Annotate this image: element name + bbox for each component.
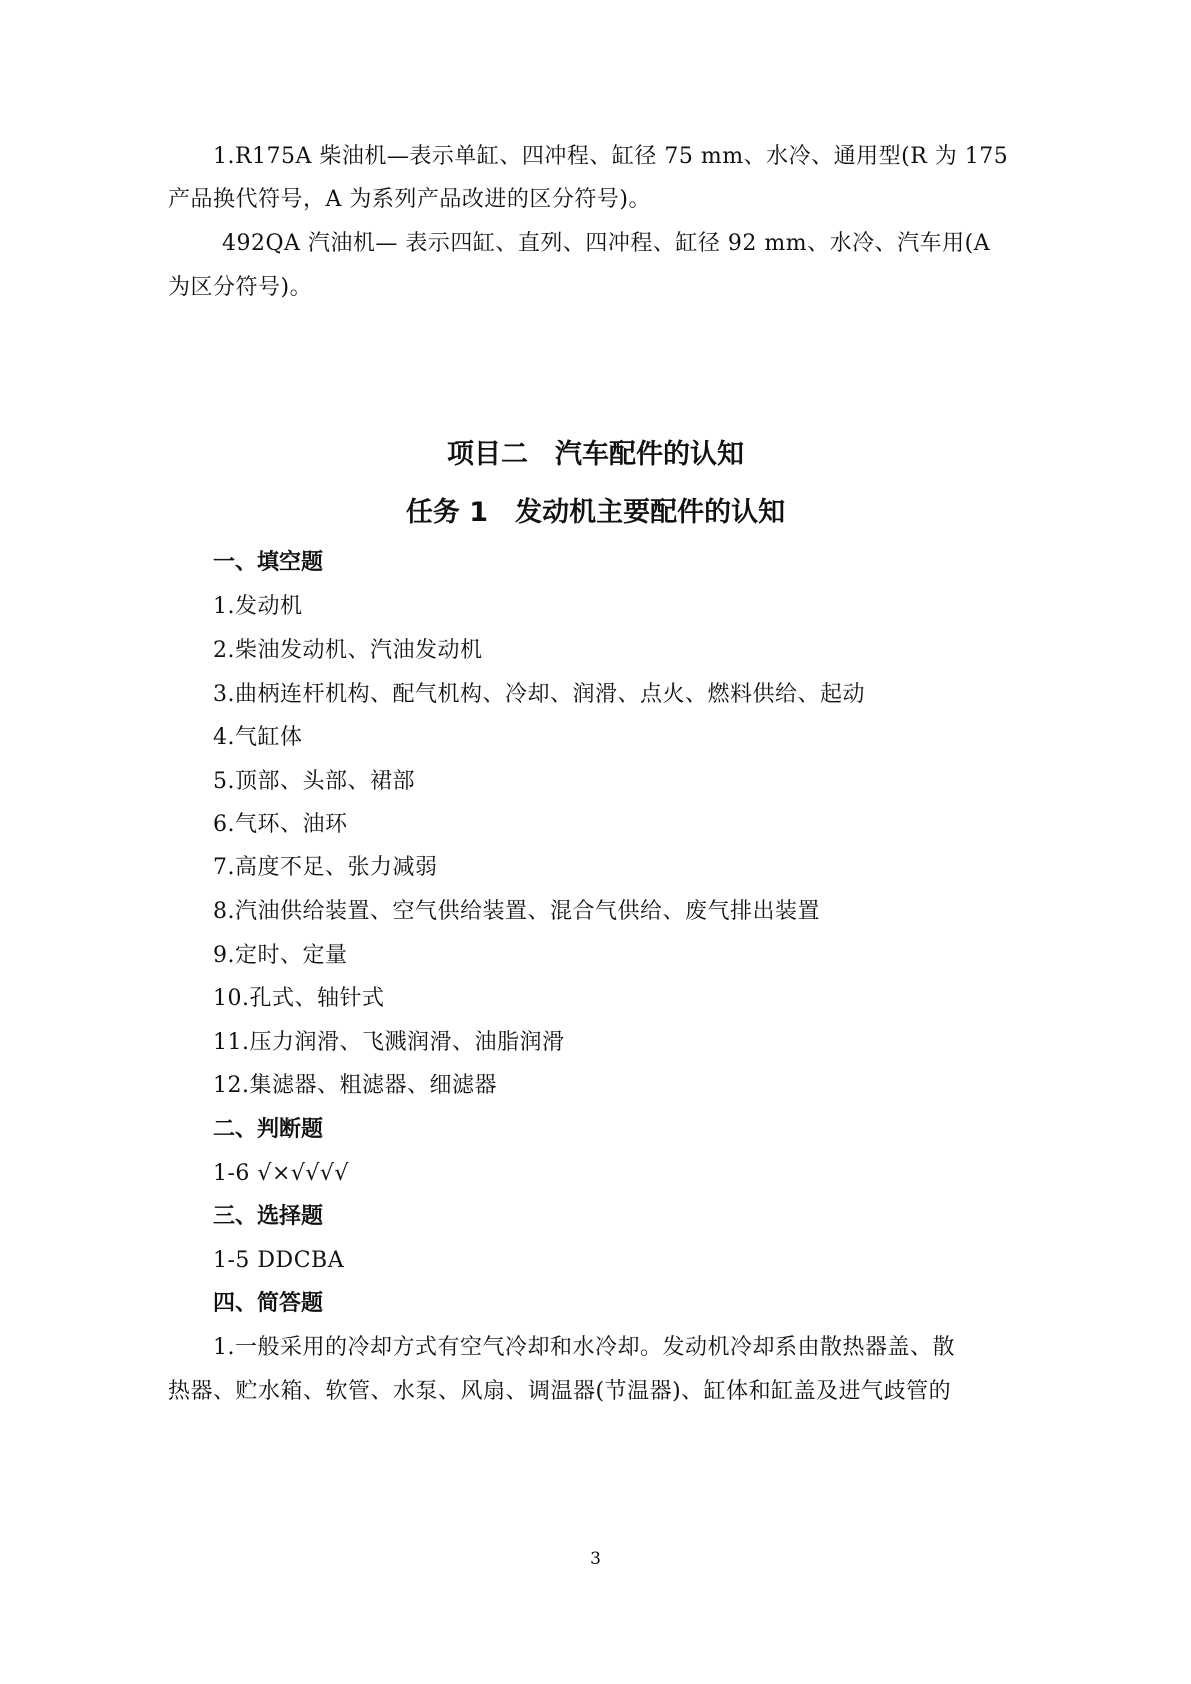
intro-para2-line1: 492QA 汽油机— 表示四缸、直列、四冲程、缸径 92 mm、水冷、汽车用(A bbox=[222, 231, 991, 256]
section-true-false-title: 二、判断题 bbox=[213, 1117, 324, 1142]
true-false-answer: 1-6 √×√√√√ bbox=[213, 1161, 349, 1186]
intro-para1-line1: 1.R175A 柴油机—表示单缸、四冲程、缸径 75 mm、水冷、通用型(R 为 175 bbox=[213, 144, 1009, 169]
list-item: 4.气缸体 bbox=[213, 725, 303, 750]
section-choice-title: 三、选择题 bbox=[213, 1204, 324, 1229]
choice-answer: 1-5 DDCBA bbox=[213, 1248, 345, 1273]
project-title: 项目二 汽车配件的认知 bbox=[447, 439, 744, 470]
section-short-answer-title: 四、简答题 bbox=[213, 1291, 324, 1316]
list-item: 11.压力润滑、飞溅润滑、油脂润滑 bbox=[213, 1030, 565, 1055]
intro-para2-line2: 为区分符号)。 bbox=[168, 275, 313, 300]
list-item: 8.汽油供给装置、空气供给装置、混合气供给、废气排出装置 bbox=[213, 899, 820, 924]
short-answer-line2: 热器、贮水箱、软管、水泵、风扇、调温器(节温器)、缸体和缸盖及进气歧管的 bbox=[168, 1379, 952, 1404]
list-item: 7.高度不足、张力减弱 bbox=[213, 855, 438, 880]
task-title: 任务 1 发动机主要配件的认知 bbox=[405, 497, 786, 528]
list-item: 9.定时、定量 bbox=[213, 943, 348, 968]
list-item: 5.顶部、头部、裙部 bbox=[213, 769, 415, 794]
list-item: 6.气环、油环 bbox=[213, 812, 348, 837]
short-answer-line1: 1.一般采用的冷却方式有空气冷却和水冷却。发动机冷却系由散热器盖、散 bbox=[213, 1335, 955, 1360]
list-item: 12.集滤器、粗滤器、细滤器 bbox=[213, 1073, 497, 1098]
page-number: 3 bbox=[590, 1549, 601, 1569]
list-item: 2.柴油发动机、汽油发动机 bbox=[213, 638, 483, 663]
list-item: 10.孔式、轴针式 bbox=[213, 986, 385, 1011]
list-item: 1.发动机 bbox=[213, 594, 303, 619]
list-item: 3.曲柄连杆机构、配气机构、冷却、润滑、点火、燃料供给、起动 bbox=[213, 682, 865, 707]
intro-para1-line2: 产品换代符号，A 为系列产品改进的区分符号)。 bbox=[168, 187, 651, 212]
section-fill-in-title: 一、填空题 bbox=[213, 550, 324, 575]
